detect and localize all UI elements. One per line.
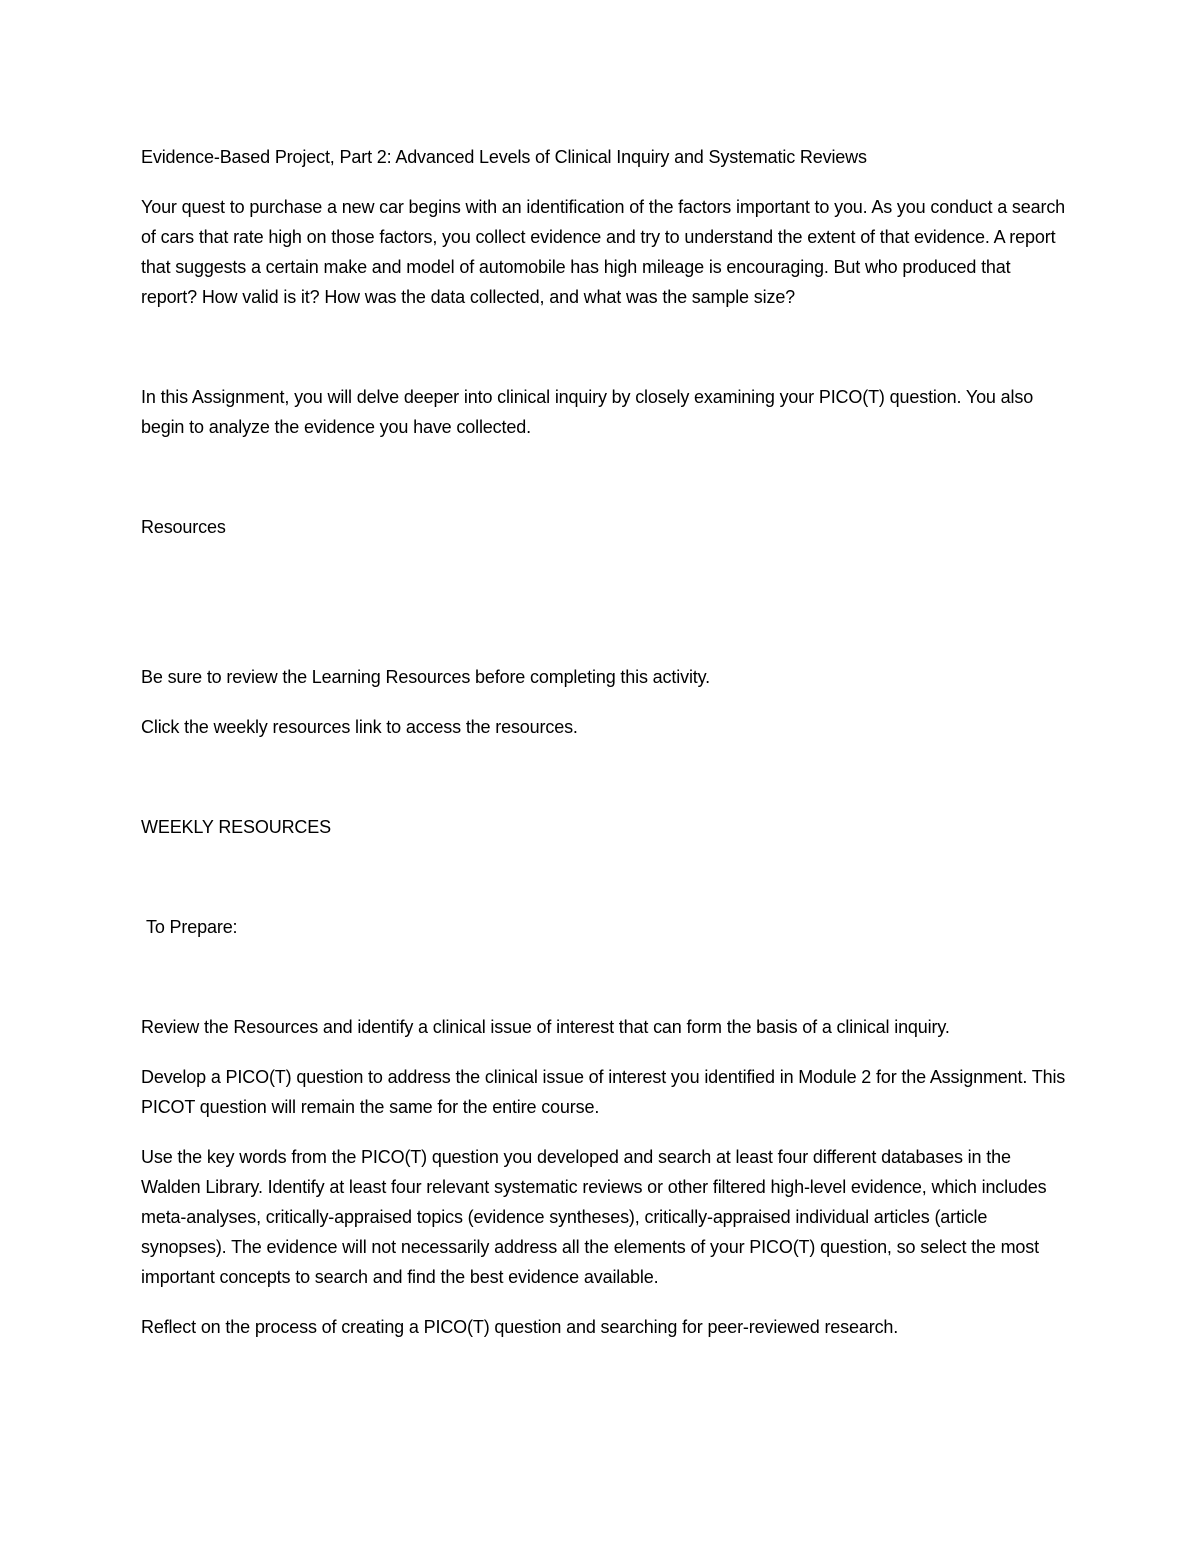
review-note: Be sure to review the Learning Resources before completing this activity. bbox=[141, 667, 711, 687]
document-body bbox=[141, 142, 1066, 1342]
prepare-step: Use the key words from the PICO(T) question you developed and search at least four different databases in the Walden Library. Identify at least four relevant systematic reviews or other filtered high-level evidence, which includes meta-analyses, critically-appraised topics (evidence syntheses), critically-appraised individual articles (article synopses). The evidence will not necessarily address all the elements of your PICO(T) question, so select the most important concepts to search and find the best evidence available. bbox=[141, 1147, 1047, 1287]
to-prepare-heading: To Prepare: bbox=[146, 917, 238, 937]
assignment-paragraph: In this Assignment, you will delve deeper into clinical inquiry by closely examining your PICO(T) question. You also begin to analyze the evidence you have collected. bbox=[141, 387, 1034, 437]
intro-paragraph: Your quest to purchase a new car begins with an identification of the factors important to you. As you conduct a search of cars that rate high on those factors, you collect evidence and try to understand the extent of that evidence. A report that suggests a certain make and model of automobile has high mileage is encouraging. But who produced that report? How valid is it? How was the data collected, and what was the sample size? bbox=[141, 197, 1066, 307]
prepare-step: Reflect on the process of creating a PICO(T) question and searching for peer-reviewed research. bbox=[141, 1317, 899, 1337]
document-title: Evidence-Based Project, Part 2: Advanced Levels of Clinical Inquiry and Systematic Reviews bbox=[141, 147, 867, 167]
resources-heading: Resources bbox=[141, 517, 226, 537]
prepare-step: Review the Resources and identify a clinical issue of interest that can form the basis of a clinical inquiry. bbox=[141, 1017, 950, 1037]
prepare-step: Develop a PICO(T) question to address the clinical issue of interest you identified in Module 2 for the Assignment. This PICOT question will remain the same for the entire course. bbox=[141, 1067, 1066, 1117]
weekly-resources-link[interactable]: WEEKLY RESOURCES bbox=[141, 817, 331, 837]
click-note: Click the weekly resources link to access the resources. bbox=[141, 717, 578, 737]
